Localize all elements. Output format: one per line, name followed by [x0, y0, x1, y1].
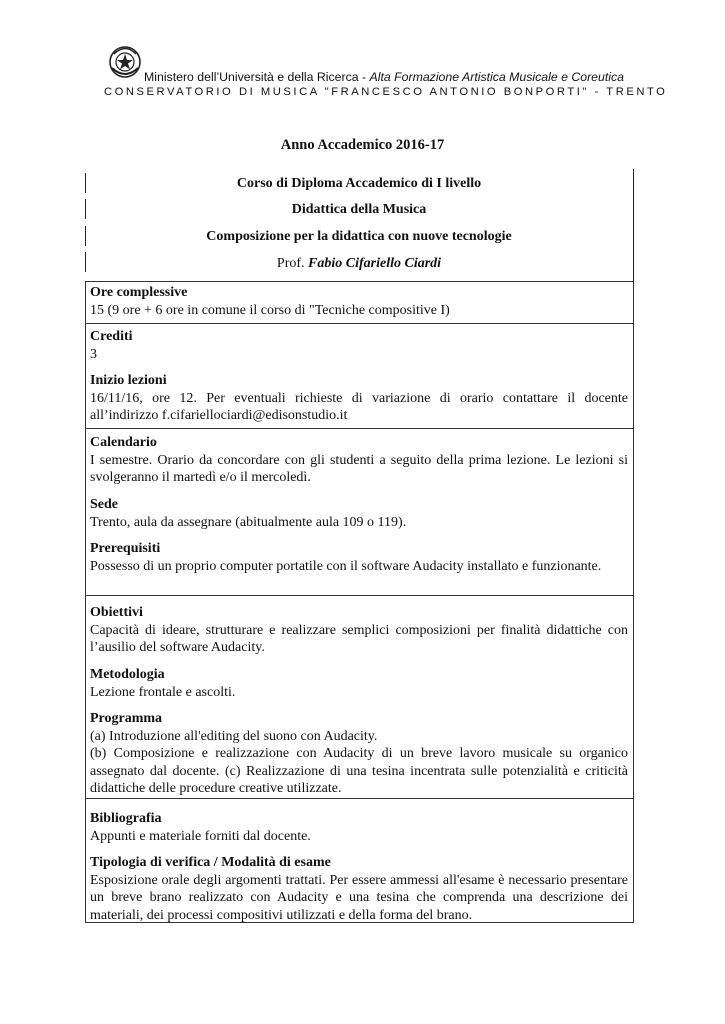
section-obiettivi	[86, 601, 632, 666]
margin-tick	[633, 169, 634, 282]
subject-title: Composizione per la didattica con nuove tecnologie	[206, 229, 512, 244]
table-border	[85, 281, 634, 282]
section-sede	[86, 496, 632, 540]
school-title: Didattica della Musica	[291, 202, 427, 217]
section-heading: Sede	[90, 497, 118, 512]
course-box	[85, 169, 633, 281]
italian-republic-emblem-icon	[107, 44, 143, 80]
section-text: Lezione frontale e ascolti.	[90, 684, 236, 700]
section-heading: Programma	[90, 711, 163, 726]
course-sections	[86, 284, 632, 924]
section-text: Capacità di ideare, strutturare e realizzare semplici composizioni per finalità didattiche con l’ausilio del software Audacity.	[90, 622, 628, 655]
section-text: Trento, aula da assegnare (abitualmente aula 109 o 119).	[90, 514, 407, 530]
section-bibliografia	[86, 805, 632, 854]
section-heading: Inizio lezioni	[90, 373, 167, 388]
section-text: Possesso di un proprio computer portatile con il software Audacity installato e funzionante.	[90, 558, 602, 574]
diploma-title: Corso di Diploma Accademico di I livello	[236, 176, 482, 191]
section-prerequisiti	[86, 540, 632, 601]
section-calendario	[86, 431, 632, 496]
section-text: (a) Introduzione all'editing del suono con Audacity.	[90, 728, 378, 744]
ministry-name: Ministero dell’Università e della Ricerca -	[144, 70, 370, 84]
section-heading: Prerequisiti	[90, 541, 161, 556]
section-inizio-lezioni	[86, 372, 632, 431]
section-text: 16/11/16, ore 12. Per eventuali richieste di variazione di orario contattare il docente all’indirizzo f.cifariellociardi@edisonstudio.it	[90, 390, 628, 423]
course-titles	[85, 169, 633, 281]
section-text: (b) Composizione e realizzazione con Audacity di un breve lavoro musicale su organico assegnato dal docente. (c) Realizzazione di una tesina incentrata sulle potenzialità e criticità didattiche delle procedure creative utilizzate.	[90, 746, 628, 796]
section-text: I semestre. Orario da concordare con gli studenti a seguito della prima lezione. Le lezioni si svolgeranno il martedì e/o il mercoledì.	[90, 452, 628, 485]
section-heading: Ore complessive	[90, 285, 188, 300]
section-heading: Tipologia di verifica / Modalità di esame	[90, 855, 331, 870]
section-crediti	[86, 325, 632, 372]
section-text: 3	[90, 346, 97, 362]
section-heading: Obiettivi	[90, 605, 143, 620]
section-text: Esposizione orale degli argomenti trattati. Per essere ammessi all'esame è necessario presentare un breve brano realizzato con Audacity e una tesina che comprenda una descrizione dei materiali, dei processi compositivi utilizzati e della forma del brano.	[90, 872, 628, 923]
section-metodologia	[86, 666, 632, 710]
professor-name: Fabio Cifariello Ciardi	[308, 256, 442, 271]
section-text: Appunti e materiale forniti dal docente.	[90, 828, 311, 844]
conservatorio-name: CONSERVATORIO DI MUSICA "FRANCESCO ANTONIO BONPORTI" - TRENTO	[104, 86, 668, 98]
section-text: 15 (9 ore + 6 ore in comune il corso di "Tecniche compositive I)	[90, 302, 450, 318]
professor-line	[85, 255, 633, 273]
section-programma	[86, 710, 632, 805]
section-verifica	[86, 854, 632, 924]
professor-prefix: Prof.	[276, 256, 309, 271]
section-ore	[86, 284, 632, 325]
section-heading: Metodologia	[90, 667, 165, 682]
section-heading: Calendario	[90, 435, 157, 450]
ministry-line	[144, 70, 624, 84]
table-border	[633, 281, 634, 923]
section-heading: Crediti	[90, 329, 133, 344]
ministry-afam: Alta Formazione Artistica Musicale e Coreutica	[369, 70, 624, 84]
academic-year: Anno Accademico 2016-17	[280, 137, 445, 153]
section-heading: Bibliografia	[90, 811, 162, 826]
